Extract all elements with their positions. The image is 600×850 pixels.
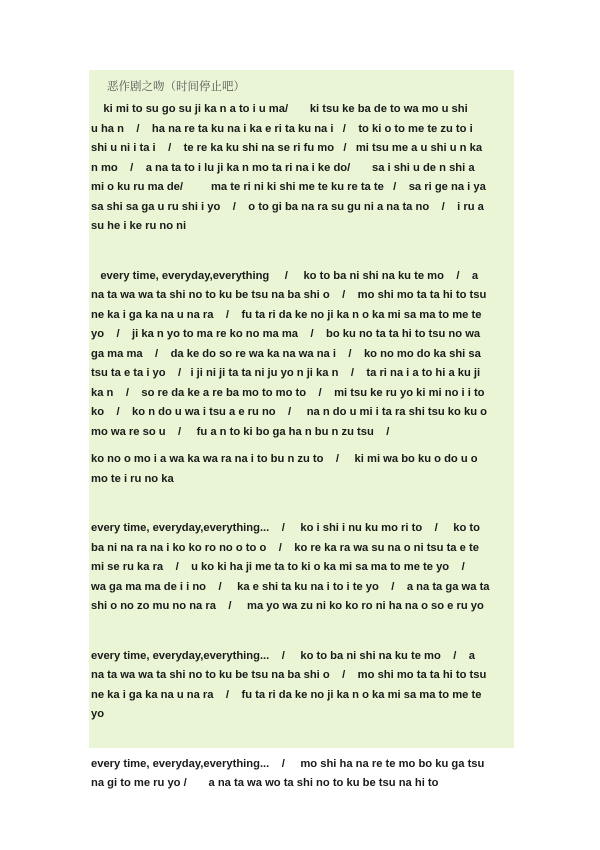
lyric-line: su he i ke ru no ni — [91, 220, 187, 232]
paragraph-spacer — [91, 725, 510, 755]
lyric-line: mi se ru ka ra / u ko ki ha ji me ta to ki o ka mi sa ma to me te yo / — [91, 561, 465, 573]
lyrics-paragraph-1 — [91, 100, 510, 237]
lyric-line: ne ka i ga ka na u na ra / fu ta ri da ke no ji ka n o ka mi sa ma to me te — [91, 308, 482, 321]
lyric-line: every time, everyday,everything... / mo shi ha na re te mo bo ku ga tsu — [91, 757, 485, 770]
lyric-line: every time, everyday,everything / ko to ba ni shi na ku te mo / a — [91, 269, 479, 282]
lyric-line: sa shi sa ga u ru shi i yo / o to gi ba na ra su gu ni a na ta no / i ru a — [91, 200, 484, 213]
lyrics-paragraph-2 — [91, 267, 510, 443]
lyric-line: mo te i ru no ka — [91, 472, 174, 485]
lyrics-paragraph-5 — [91, 647, 510, 725]
lyrics-paragraph-4 — [91, 519, 510, 617]
lyric-line: mi o ku ru ma de/ ma te ri ni ki shi me te ku re ta te / sa ri ge na i ya — [91, 181, 486, 193]
lyric-line: n mo / a na ta to i lu ji ka n mo ta ri na i ke do/ sa i shi u de n shi a — [91, 161, 475, 174]
paragraph-spacer — [91, 489, 510, 519]
lyrics-paragraph-6 — [91, 755, 510, 794]
lyric-line: wa ga ma ma de i i no / ka e shi ta ku na i to i te yo / a na ta ga wa ta — [91, 580, 490, 593]
lyric-line: mo wa re so u / fu a n to ki bo ga ha n bu n zu tsu / — [91, 425, 390, 438]
lyric-line: shi o no zo mu no na ra / ma yo wa zu ni ko ko ro ni ha na o so e ru yo — [91, 600, 484, 612]
paragraph-spacer — [91, 617, 510, 647]
lyric-line: tsu ta e ta i yo / i ji ni ji ta ta ni ju yo n ji ka n / ta ri na i a to hi a ku ji — [91, 367, 481, 379]
lyrics-panel — [89, 70, 514, 789]
lyric-line: ki mi to su go su ji ka n a to i u ma/ ki tsu ke ba de to wa mo u shi — [91, 103, 468, 115]
lyric-line: na ta wa wa ta shi no to ku be tsu na ba shi o / mo shi mo ta ta hi to tsu — [91, 289, 487, 301]
song-title: 恶作剧之吻（时间停止吧） — [107, 79, 245, 93]
lyric-line: ba ni na ra na i ko ko ro no o to o / ko re ka ra wa su na o ni tsu ta e te — [91, 541, 479, 554]
paragraph-spacer — [91, 442, 510, 450]
lyric-line: na ta wa wa ta shi no to ku be tsu na ba shi o / mo shi mo ta ta hi to tsu — [91, 669, 487, 681]
lyric-line: yo / ji ka n yo to ma re ko no ma ma / bo ku no ta ta hi to tsu no wa — [91, 328, 481, 340]
lyric-line: every time, everyday,everything... / ko to ba ni shi na ku te mo / a — [91, 649, 476, 662]
lyric-line: u ha n / ha na re ta ku na i ka e ri ta ku na i / to ki o to me te zu to i — [91, 122, 473, 135]
lyrics-paragraph-3 — [91, 450, 510, 489]
lyric-line: yo — [91, 708, 105, 720]
paragraph-spacer — [91, 237, 510, 267]
lyric-line: ga ma ma / da ke do so re wa ka na wa na i / ko no mo do ka shi sa — [91, 347, 481, 360]
lyric-line: ka n / so re da ke a re ba mo to mo to / mi tsu ke ru yo ki mi no i i to — [91, 386, 485, 399]
lyric-line: na gi to me ru yo / a na ta wa wo ta shi no to ku be tsu na hi to — [91, 777, 439, 789]
lyric-line: ne ka i ga ka na u na ra / fu ta ri da ke no ji ka n o ka mi sa ma to me te — [91, 688, 482, 701]
lyric-line: ko / ko n do u wa i tsu a e ru no / na n do u mi i ta ra shi tsu ko ku o — [91, 406, 487, 418]
lyric-line: ko no o mo i a wa ka wa ra na i to bu n zu to / ki mi wa bo ku o do u o — [91, 453, 478, 465]
lyric-line: every time, everyday,everything... / ko i shi i nu ku mo ri to / ko to — [91, 522, 480, 534]
lyric-line: shi u ni i ta i / te re ka ku shi na se ri fu mo / mi tsu me a u shi u n ka — [91, 142, 483, 154]
